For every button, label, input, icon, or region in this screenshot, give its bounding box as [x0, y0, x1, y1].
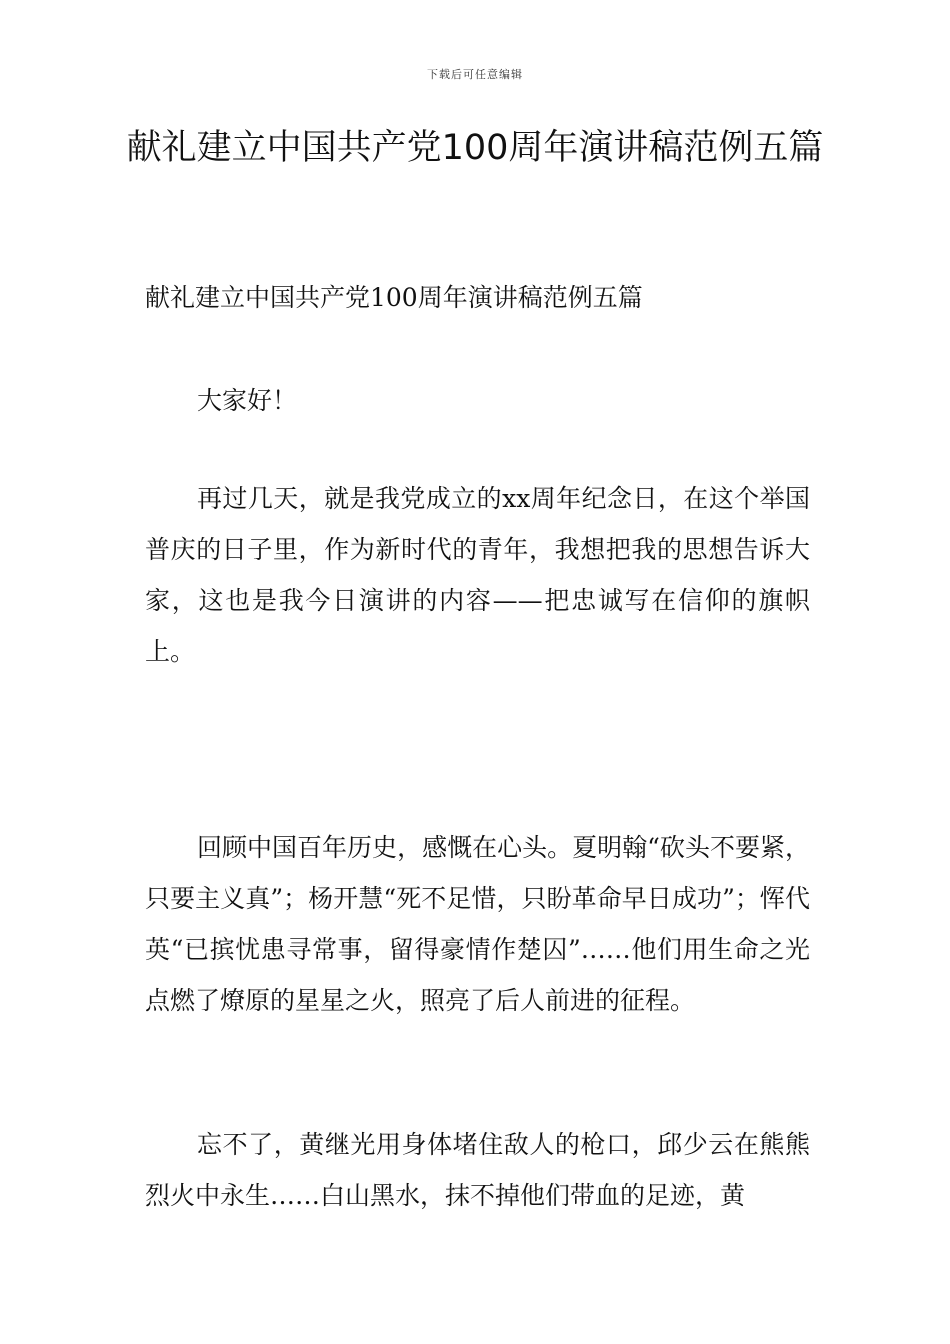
paragraph-2: 回顾中国百年历史，感慨在心头。夏明翰“砍头不要紧，只要主义真”；杨开慧“死不足惜，只盼革命早日成功”；恽代英“已摈忧患寻常事，留得豪情作楚囚”……他们用生命之光点燃了燎原的星星之火，照亮了后人前进的征程。	[145, 833, 810, 1015]
document-title: 献礼建立中国共产党100周年演讲稿范例五篇	[126, 128, 824, 168]
paragraph-3: 忘不了，黄继光用身体堵住敌人的枪口，邱少云在熊熊烈火中永生……白山黑水，抹不掉他们带血的足迹，黄	[145, 1130, 810, 1210]
greeting-line: 大家好！	[197, 386, 298, 415]
document-subtitle: 献礼建立中国共产党100周年演讲稿范例五篇	[145, 283, 643, 312]
paragraph-1: 再过几天，就是我党成立的xx周年纪念日，在这个举国普庆的日子里，作为新时代的青年，我想把我的思想告诉大家，这也是我今日演讲的内容——把忠诚写在信仰的旗帜上。	[145, 484, 810, 666]
header-note: 下载后可任意编辑	[427, 68, 523, 81]
